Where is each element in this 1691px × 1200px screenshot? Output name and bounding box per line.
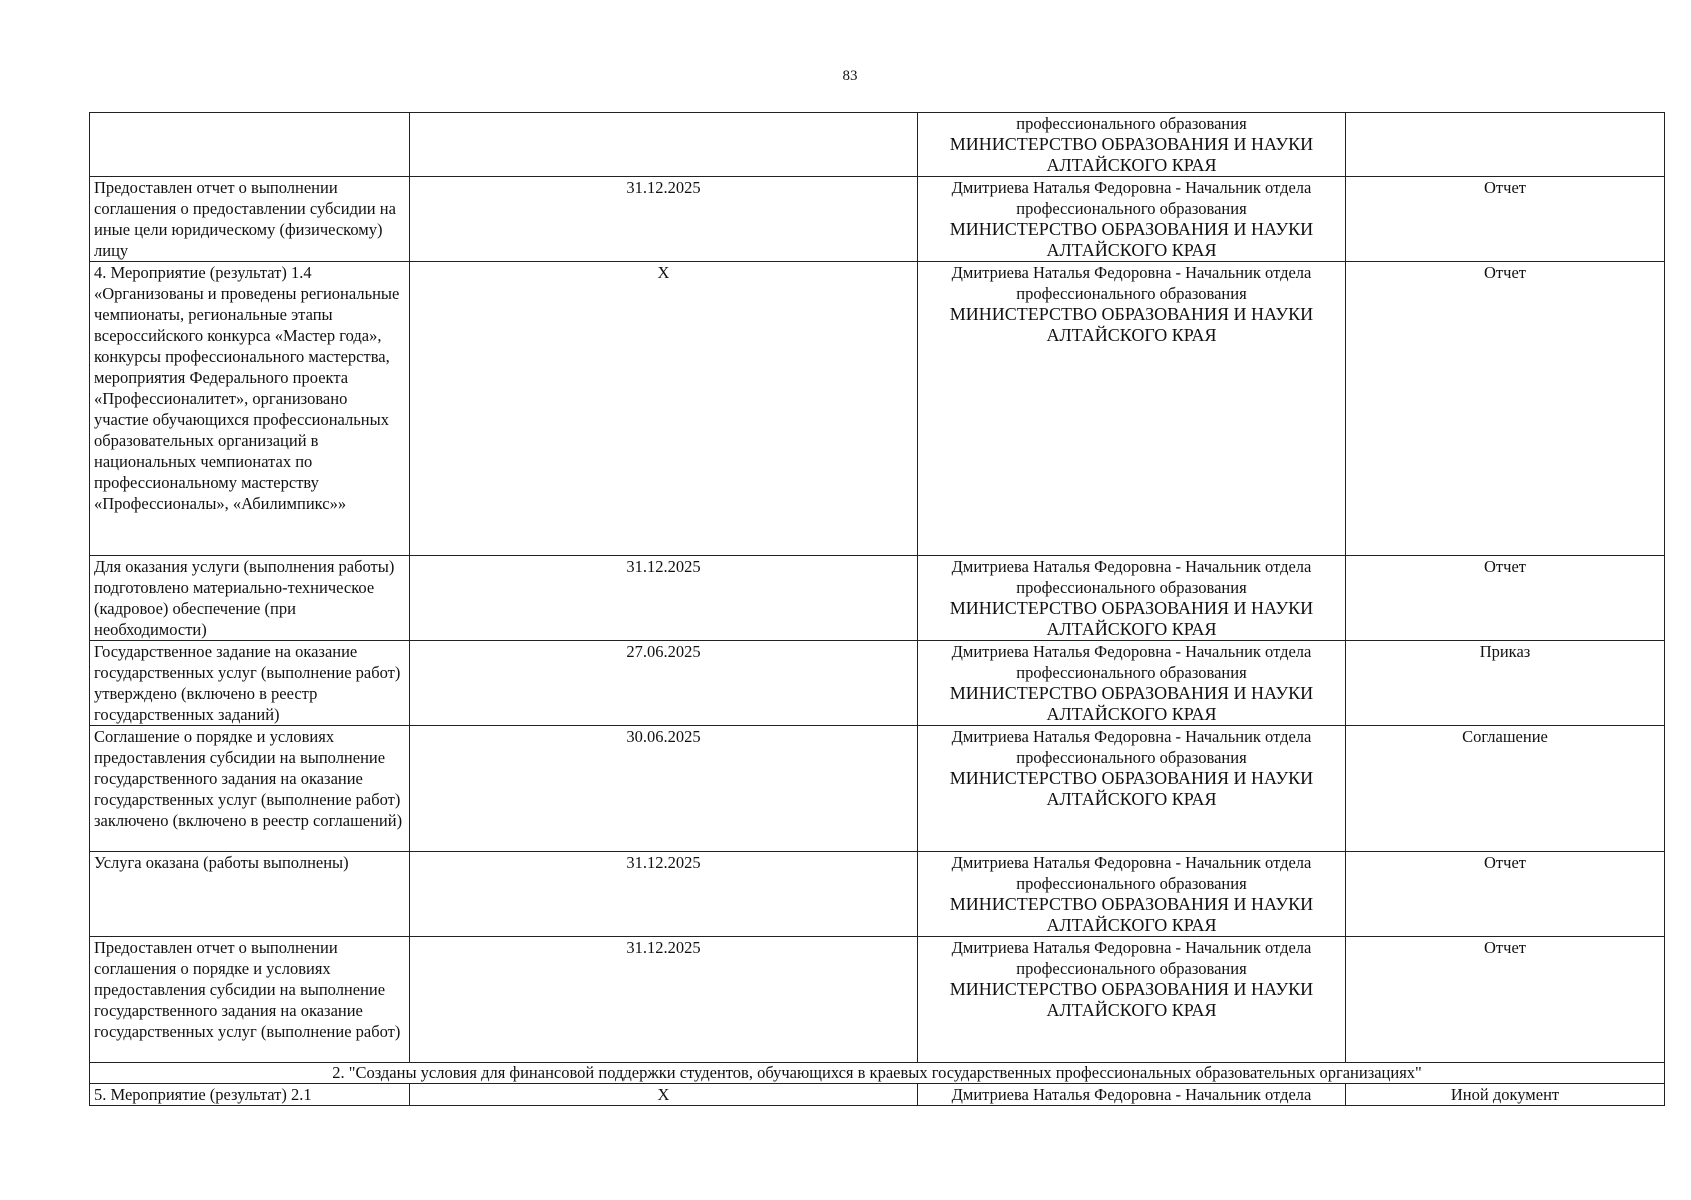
responsible-department: профессионального образования — [1016, 748, 1247, 767]
responsible-person: Дмитриева Наталья Федоровна - Начальник отдела — [951, 263, 1312, 282]
responsible-org-line2: АЛТАЙСКОГО КРАЯ — [1046, 155, 1217, 175]
responsible-department: профессионального образования — [1016, 199, 1247, 218]
responsible-org-line2: АЛТАЙСКОГО КРАЯ — [1046, 915, 1217, 935]
responsible-cell — [918, 262, 1346, 556]
responsible-person: Дмитриева Наталья Федоровна - Начальник отдела — [951, 557, 1312, 576]
measure-name-cell: Услуга оказана (работы выполнены) — [90, 852, 410, 937]
responsible-org-line1: МИНИСТЕРСТВО ОБРАЗОВАНИЯ И НАУКИ — [949, 683, 1314, 703]
deadline-cell — [410, 113, 918, 177]
measure-name-cell: Государственное задание на оказание государственных услуг (выполнение работ) утверждено (включено в реестр государственных заданий) — [90, 641, 410, 726]
document-cell: Отчет — [1346, 556, 1665, 641]
document-cell: Соглашение — [1346, 726, 1665, 852]
responsible-department: профессионального образования — [1016, 578, 1247, 597]
responsible-org-line1: МИНИСТЕРСТВО ОБРАЗОВАНИЯ И НАУКИ — [949, 979, 1314, 999]
deadline-cell: 30.06.2025 — [410, 726, 918, 852]
responsible-cell — [918, 726, 1346, 852]
table-row — [90, 556, 1665, 641]
measures-table — [89, 112, 1665, 1106]
responsible-person: Дмитриева Наталья Федоровна - Начальник отдела — [951, 853, 1312, 872]
table-row — [90, 262, 1665, 556]
measure-name-cell: Для оказания услуги (выполнения работы) подготовлено материально-техническое (кадровое) обеспечение (при необходимости) — [90, 556, 410, 641]
responsible-org-line1: МИНИСТЕРСТВО ОБРАЗОВАНИЯ И НАУКИ — [949, 768, 1314, 788]
document-cell: Отчет — [1346, 852, 1665, 937]
document-cell: Отчет — [1346, 177, 1665, 262]
deadline-cell: 31.12.2025 — [410, 177, 918, 262]
document-cell: Отчет — [1346, 262, 1665, 556]
table-row — [90, 1084, 1665, 1106]
responsible-department: профессионального образования — [1016, 959, 1247, 978]
responsible-department: профессионального образования — [1016, 874, 1247, 893]
deadline-cell: X — [410, 262, 918, 556]
section-heading: 2. "Созданы условия для финансовой поддержки студентов, обучающихся в краевых государственных профессиональных образовательных организациях" — [90, 1063, 1665, 1084]
responsible-org-line2: АЛТАЙСКОГО КРАЯ — [1046, 1000, 1217, 1020]
measure-name-cell: Предоставлен отчет о выполнении соглашения о порядке и условиях предоставления субсидии на выполнение государственного задания на оказание государственных услуг (выполнение работ) — [90, 937, 410, 1063]
responsible-cell — [918, 937, 1346, 1063]
measure-name-cell: Соглашение о порядке и условиях предоставления субсидии на выполнение государственного задания на оказание государственных услуг (выполнение работ) заключено (включено в реестр соглашений) — [90, 726, 410, 852]
measure-name-cell: Предоставлен отчет о выполнении соглашения о предоставлении субсидии на иные цели юридическому (физическому) лицу — [90, 177, 410, 262]
responsible-person: Дмитриева Наталья Федоровна - Начальник отдела — [951, 938, 1312, 957]
table-row — [90, 113, 1665, 177]
deadline-cell: X — [410, 1084, 918, 1106]
responsible-org-line1: МИНИСТЕРСТВО ОБРАЗОВАНИЯ И НАУКИ — [949, 134, 1314, 154]
measure-name-cell: 4. Мероприятие (результат) 1.4 «Организованы и проведены региональные чемпионаты, региональные этапы всероссийского конкурса «Мастер года», конкурсы профессионального мастерства, мероприятия Федерального проекта «Профессионалитет», организовано участие обучающихся профессиональных образовательных организаций в национальных чемпионатах по профессиональному мастерству «Профессионалы», «Абилимпикс»» — [90, 262, 410, 556]
measure-name-cell — [90, 113, 410, 177]
deadline-cell: 27.06.2025 — [410, 641, 918, 726]
responsible-person: Дмитриева Наталья Федоровна - Начальник отдела — [951, 727, 1312, 746]
responsible-org-line1: МИНИСТЕРСТВО ОБРАЗОВАНИЯ И НАУКИ — [949, 598, 1314, 618]
document-cell: Иной документ — [1346, 1084, 1665, 1106]
responsible-org-line2: АЛТАЙСКОГО КРАЯ — [1046, 325, 1217, 345]
document-cell: Приказ — [1346, 641, 1665, 726]
responsible-org-line1: МИНИСТЕРСТВО ОБРАЗОВАНИЯ И НАУКИ — [949, 304, 1314, 324]
responsible-org-line2: АЛТАЙСКОГО КРАЯ — [1046, 240, 1217, 260]
responsible-org-line2: АЛТАЙСКОГО КРАЯ — [1046, 704, 1217, 724]
responsible-org-line1: МИНИСТЕРСТВО ОБРАЗОВАНИЯ И НАУКИ — [949, 219, 1314, 239]
responsible-department: профессионального образования — [1016, 663, 1247, 682]
deadline-cell: 31.12.2025 — [410, 556, 918, 641]
deadline-cell: 31.12.2025 — [410, 852, 918, 937]
table-row — [90, 937, 1665, 1063]
responsible-person: Дмитриева Наталья Федоровна - Начальник отдела — [951, 1085, 1312, 1104]
responsible-cell — [918, 1084, 1346, 1106]
document-cell: Отчет — [1346, 937, 1665, 1063]
responsible-person: Дмитриева Наталья Федоровна - Начальник отдела — [951, 178, 1312, 197]
responsible-cell — [918, 556, 1346, 641]
table-row — [90, 852, 1665, 937]
responsible-person: Дмитриева Наталья Федоровна - Начальник отдела — [951, 642, 1312, 661]
responsible-org-line2: АЛТАЙСКОГО КРАЯ — [1046, 789, 1217, 809]
responsible-cell — [918, 177, 1346, 262]
deadline-cell: 31.12.2025 — [410, 937, 918, 1063]
responsible-org-line1: МИНИСТЕРСТВО ОБРАЗОВАНИЯ И НАУКИ — [949, 894, 1314, 914]
responsible-cell — [918, 641, 1346, 726]
responsible-cell — [918, 113, 1346, 177]
table-row — [90, 177, 1665, 262]
responsible-org-line2: АЛТАЙСКОГО КРАЯ — [1046, 619, 1217, 639]
table-row — [90, 641, 1665, 726]
responsible-cell — [918, 852, 1346, 937]
page-number: 83 — [842, 68, 858, 84]
responsible-department: профессионального образования — [1016, 284, 1247, 303]
section-row — [90, 1063, 1665, 1084]
table-row — [90, 726, 1665, 852]
measure-name-cell: 5. Мероприятие (результат) 2.1 — [90, 1084, 410, 1106]
responsible-department: профессионального образования — [1016, 114, 1247, 133]
document-cell — [1346, 113, 1665, 177]
